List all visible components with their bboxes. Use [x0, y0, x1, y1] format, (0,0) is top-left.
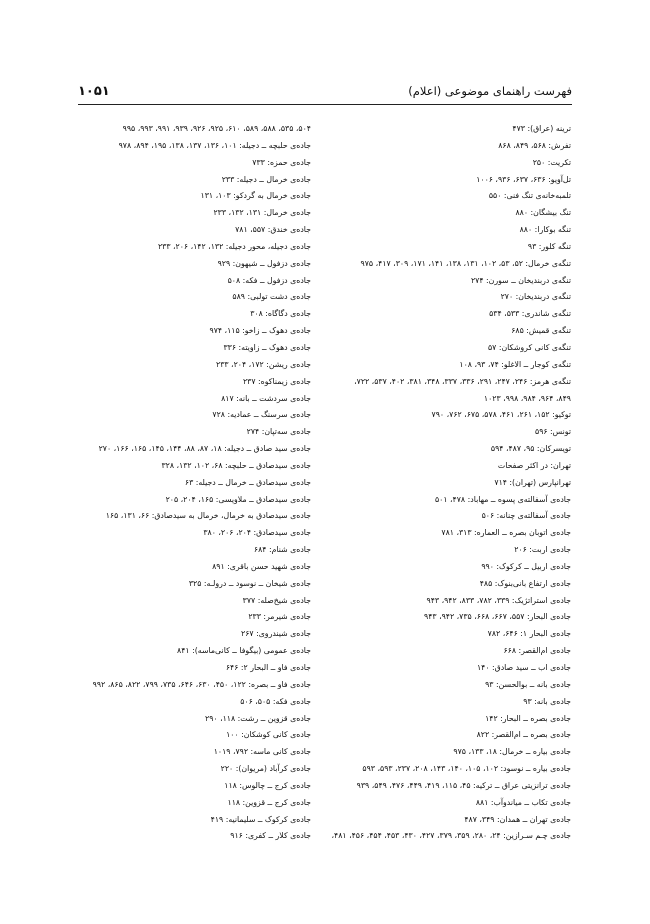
index-entry: جاده‌ی خرمال ــ دجیله: ۲۳۳: [221, 174, 311, 184]
index-entry: جاده‌ی سرسنگ ــ عمادیه: ۷۲۸: [212, 410, 311, 420]
index-entry: جاده‌ی سیدصادق به خرمال، خرمال به سیدصادق: ۶۶، ۱۳۱، ۱۶۵: [105, 511, 311, 521]
index-entry: جاده‌ی بانه ــ بوالحسن: ۹۳: [485, 679, 571, 689]
index-column-left: [78, 121, 311, 845]
index-entry: تنگه‌ی دربندیخان: ۲۷۰: [500, 292, 571, 302]
index-entry: جاده‌ی قزوین ــ رشت: ۱۱۸، ۲۹۰: [205, 713, 311, 723]
index-entry: جاده‌ی کانی ماسه: ۷۹۲، ۱۰۱۹: [213, 747, 311, 757]
index-entry: جاده‌ی سیدصادق ــ حلبچه: ۶۸، ۱۰۲، ۱۳۲، ۳۲۸: [161, 460, 311, 470]
index-entry: جاده‌ی سردشت ــ بانه: ۸۱۷: [221, 393, 311, 403]
index-entry: جاده‌ی اتوبان بصره ــ العماره: ۳۱۳، ۷۸۱: [441, 528, 571, 538]
index-entry: جاده‌ی کرآباد (مریوان): ۲۲۰: [220, 764, 311, 774]
index-entry: جاده‌ی زیمناکوه: ۲۳۷: [242, 376, 311, 386]
index-entry: جاده‌ی فاو ــ البحار ۲: ۶۴۶: [225, 663, 311, 672]
index-entry: جاده‌ی ریشن: ۱۷۲، ۲۰۴، ۲۳۳: [216, 359, 311, 369]
index-entry: جاده‌ی حلبچه ــ دجیله: ۱۰۱، ۱۳۶، ۱۳۷، ۱۳۸، ۱۹۵، ۸۹۴، ۹۷۸: [118, 140, 311, 150]
index-entry: تل‌آویو: ۶۳۶، ۶۳۷، ۹۳۶، ۱۰۰۶: [476, 174, 571, 184]
index-column-right: [321, 121, 571, 845]
index-entry: جاده‌ی اربیل ــ کرکوک: ۹۹۰: [481, 561, 571, 571]
index-entry: جاده‌ی البحار: ۵۵۷، ۶۶۷، ۶۶۸، ۷۳۵، ۹۴۲، ۹۴۳: [424, 612, 571, 622]
index-entry: جاده‌ی تهران ــ همدان: ۳۴۹، ۴۸۷: [464, 814, 571, 824]
index-entry: جاده‌ی اب ــ سید صادق: ۱۴۰: [476, 663, 571, 672]
index-entry: جاده‌ی کانی کوشکان: ۱۰۰: [226, 730, 311, 740]
index-entry: جاده‌ی شیندروی: ۲۶۷: [241, 629, 311, 639]
index-entry: تنگه‌ی دربندیخان ــ سورن: ۲۷۴: [470, 275, 571, 285]
index-entry: جاده‌ی بیاره ــ نوسود: ۱۰۲، ۱۰۵، ۱۴۰، ۱۴۳، ۲۰۸، ۲۳۷، ۵۹۳، ۵۹۳: [362, 764, 571, 774]
index-entry: تنگه کلور: ۹۳: [527, 241, 571, 251]
header-rule: [78, 104, 572, 105]
index-entry: ۵۰۴، ۵۳۵، ۵۸۸، ۵۸۹، ۶۱۰، ۹۲۵، ۹۲۶، ۹۳۹، ۹۹۱، ۹۹۳، ۹۹۵: [122, 124, 311, 133]
index-entry: جاده‌ی دگاگاه: ۳۰۸: [250, 309, 311, 319]
index-entry: جاده‌ی آسفالته‌ی چنانه: ۵۰۶: [481, 511, 571, 521]
index-entry: جاده‌ی خندق: ۵۵۷، ۷۸۱: [235, 225, 311, 235]
index-entry: تونس: ۵۹۶: [535, 427, 571, 437]
index-entry: جاده‌ی بصره ــ البحار: ۱۴۲: [485, 713, 571, 723]
index-entry: جاده‌ی تکاب ــ میاندوآب: ۸۸۱: [475, 797, 571, 807]
index-entry: توکیو: ۱۵۲، ۲۶۱، ۴۶۱، ۵۷۸، ۶۷۵، ۷۶۲، ۷۹۰: [431, 410, 571, 420]
index-entry: تنگه‌ی کانی کروشکان: ۵۷: [487, 342, 571, 352]
index-entry: جاده‌ی ام‌القصر: ۶۶۸: [503, 646, 571, 656]
index-entry: جاده‌ی شیخ‌صله: ۳۷۷: [242, 595, 311, 605]
index-entry: تنگه‌ی خرمال: ۵۲، ۵۳، ۱۰۲، ۱۳۱، ۱۳۸، ۱۴۱، ۱۷۱، ۳۰۹، ۴۱۷، ۹۷۵: [360, 258, 571, 268]
index-entry: تفرش: ۵۶۸، ۸۴۹، ۸۶۸: [498, 140, 571, 150]
index-entry: ترینه (عراق): ۴۷۳: [512, 124, 571, 133]
index-entry: جاده‌ی شهید حسن باقری: ۸۹۱: [212, 561, 311, 571]
index-entry: جاده‌ی کرج ــ قزوین: ۱۱۸: [227, 797, 311, 807]
index-entry: جاده‌ی فکه: ۵۰۵، ۵۰۶: [240, 696, 311, 706]
index-entry: جاده‌ی دزفول ــ شیهون: ۹۲۹: [217, 258, 311, 268]
index-entry: تهرانپارس (تهران): ۷۱۴: [494, 477, 571, 487]
index-entry: تویسرکان: ۹۵، ۴۸۷، ۵۹۴: [490, 444, 571, 454]
index-entry: تنگه‌ی کوجار ــ الاغلو: ۷۴، ۹۳، ۱۰۸: [459, 359, 571, 369]
index-entry: جاده‌ی فاو ــ بصره: ۱۲۲، ۴۵۰، ۶۳۰، ۶۴۶، ۷۳۵، ۷۹۹، ۸۲۲، ۸۶۵، ۹۹۲: [92, 679, 311, 689]
index-entry: جاده‌ی شنام: ۶۸۴: [253, 545, 311, 555]
index-entry: جاده‌ی خرمال به گردکو: ۱۰۳، ۱۳۱: [200, 191, 311, 201]
running-title: فهرست راهنمای موضوعی (اعلام): [408, 84, 572, 98]
index-entry: تنگه‌ی قمیش: ۶۸۵: [511, 326, 571, 336]
index-entry: جاده‌ی بیاره ــ خرمال: ۱۸، ۱۳۳، ۹۷۵: [453, 747, 571, 757]
index-entry: جاده‌ی دهوک ــ زاویته: ۳۳۶: [223, 342, 311, 352]
index-entry: جاده‌ی البحار ۱: ۶۴۶، ۷۸۲: [487, 629, 571, 639]
index-entry: جاده‌ی چـم سـرازین: ۲۴، ۲۸۰، ۳۵۹، ۳۷۹، ۴۲۷، ۴۳۰، ۴۵۳، ۴۵۴، ۴۵۶، ۴۸۱،: [331, 831, 571, 841]
index-entry: جاده‌ی شیخان ــ نوسود ــ درولـه: ۳۲۵: [188, 578, 311, 588]
index-entry: جاده‌ی خرمال: ۱۳۱، ۱۳۲، ۲۳۳: [213, 208, 311, 218]
index-entry: جاده‌ی اربت: ۲۰۶: [514, 545, 571, 555]
index-entry: جاده‌ی سیدصادق ــ خرمال ــ دجیله: ۶۳: [184, 477, 311, 487]
index-entry: تهران: در اکثر صفحات: [497, 460, 571, 470]
index-entry: جاده‌ی کرج ــ چالوس: ۱۱۸: [224, 780, 311, 790]
page-number: ۱۰۵۱: [78, 84, 110, 99]
index-entry: جاده‌ی سیدصادق: ۲۰۴، ۲۰۶، ۳۸۰: [203, 528, 311, 538]
index-entry: جاده‌ی حمزه: ۷۳۳: [252, 157, 311, 167]
index-entry: تلمبه‌خانه‌ی تنگ فنی: ۵۵۰: [488, 191, 571, 201]
index-entry: جاده‌ی بانه: ۹۳: [523, 696, 571, 706]
index-entry: جاده‌ی دجیله، محور دجیله: ۱۳۲، ۱۴۲، ۲۰۶، ۲۳۳: [157, 241, 311, 251]
index-entry: جاده‌ی دزفول ــ فکه: ۵۰۸: [227, 275, 311, 285]
index-entry: جاده‌ی ترانزیتی عراق ــ ترکیه: ۴۵، ۱۱۵، ۴۱۹، ۴۴۹، ۴۷۶، ۵۴۹، ۹۳۹: [356, 780, 571, 790]
index-entry: جاده‌ی استراتژیک: ۳۳۹، ۷۸۲، ۸۳۳، ۹۴۲، ۹۴۳: [426, 595, 571, 605]
index-entry: جاده‌ی سیدصادق ــ ملاویسی: ۱۶۵، ۲۰۴، ۲۰۵: [165, 494, 311, 504]
index-entry: جاده‌ی کرکوک ــ سلیمانیه: ۴۱۹: [210, 814, 311, 824]
index-entry: جاده‌ی عمومی (بیگوفا ــ کانی‌ماسه): ۸۴۱: [177, 646, 311, 656]
index-entry: جاده‌ی سید صادق ــ دجیله: ۱۸، ۸۷، ۸۸، ۱۴۴، ۱۴۵، ۱۶۵، ۱۶۶، ۲۷۰: [98, 444, 311, 454]
index-entry: جاده‌ی بصره ــ ام‌القصر: ۸۲۲: [476, 730, 571, 740]
index-entry: جاده‌ی سه‌تپان: ۲۷۴: [246, 427, 311, 437]
index-entry: تنگه بوکارا: ۸۸۰: [519, 225, 571, 235]
index-entry: جاده‌ی آسفالته‌ی پسوه ــ مهاباد: ۴۷۸، ۵۰۱: [434, 494, 571, 504]
index-entry: تکریت: ۲۵۰: [532, 157, 571, 167]
index-entry: جاده‌ی کلار ــ کفری: ۹۱۶: [230, 831, 311, 841]
index-entry: جاده‌ی دشت تولبی: ۵۸۹: [232, 292, 311, 302]
index-entry: جاده‌ی ارتفاع بانی‌بنوک: ۴۸۵: [479, 578, 571, 588]
index-entry: ۸۴۹، ۹۶۴، ۹۸۴، ۹۹۸، ۱۰۲۳: [483, 393, 571, 403]
index-entry: جاده‌ی شیرمر: ۲۳۳: [248, 612, 311, 622]
index-entry: تنگه‌ی هرمز: ۲۴۶، ۲۴۷، ۲۹۱، ۳۳۶، ۳۳۷، ۳۴۸، ۳۸۱، ۴۰۲، ۵۳۷، ۷۲۲،: [354, 376, 571, 386]
index-entry: تنگه‌ی شاندری: ۵۳۳، ۵۳۴: [489, 309, 571, 319]
index-entry: جاده‌ی دهوک ــ زاخو: ۱۱۵، ۹۷۴: [209, 326, 311, 336]
index-entry: تنگ بیشگان: ۸۸۰: [515, 208, 571, 218]
page-header: [78, 84, 572, 104]
